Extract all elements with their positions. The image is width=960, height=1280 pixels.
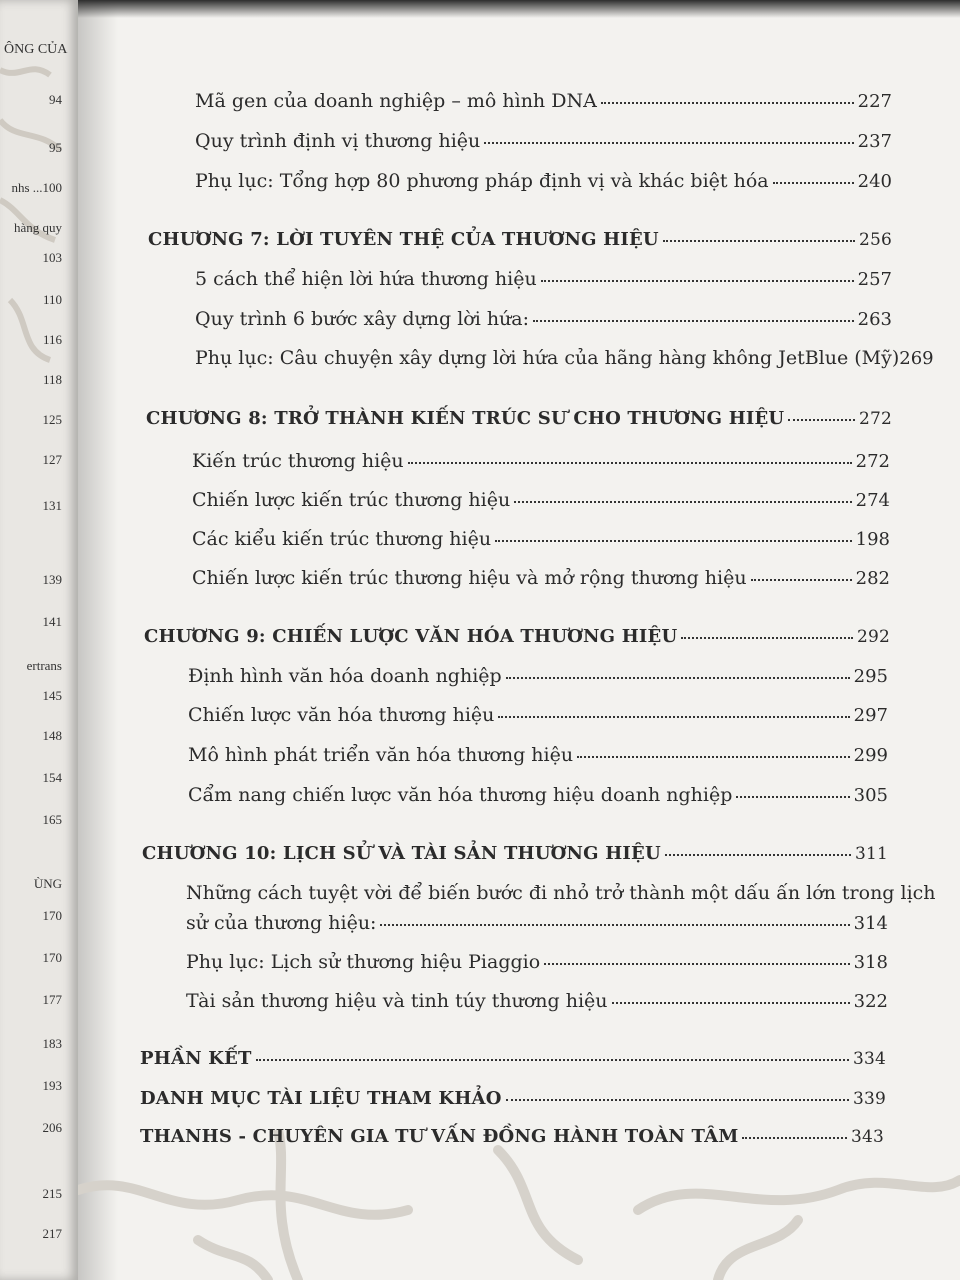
left-page-page-number: 110 bbox=[42, 292, 62, 307]
toc-page-number: 343 bbox=[850, 1127, 884, 1147]
leader-dots bbox=[665, 853, 851, 856]
left-page-page-number: 125 bbox=[42, 412, 62, 427]
left-page-page-number: ertrans bbox=[26, 658, 62, 673]
toc-page-number: 299 bbox=[853, 745, 888, 766]
toc-section-entry bbox=[192, 528, 890, 550]
leader-dots bbox=[495, 539, 852, 542]
toc-section-entry bbox=[192, 489, 890, 511]
leader-dots bbox=[498, 715, 849, 718]
toc-entry-title: Cẩm nang chiến lược văn hóa thương hiệu doanh nghiệp bbox=[188, 784, 733, 806]
toc-page-number: 257 bbox=[857, 269, 892, 290]
toc-chapter-entry bbox=[140, 1088, 886, 1109]
toc-section-entry bbox=[186, 912, 888, 934]
toc-entry-title: Mô hình phát triển văn hóa thương hiệu bbox=[188, 744, 574, 766]
leader-dots bbox=[256, 1058, 849, 1061]
left-page-page-number: 116 bbox=[42, 332, 62, 347]
toc-section-entry bbox=[195, 130, 892, 152]
toc-section-entry bbox=[192, 567, 890, 589]
leader-dots bbox=[788, 418, 855, 421]
left-page-heading-fragment: ÔNG CỦA bbox=[4, 42, 68, 57]
left-page-page-number: 183 bbox=[42, 1036, 62, 1051]
left-page-page-number: 154 bbox=[42, 770, 62, 785]
left-page-page-number: 94 bbox=[49, 92, 62, 107]
left-page-page-number: 170 bbox=[42, 950, 62, 965]
leader-dots bbox=[773, 181, 854, 184]
toc-page-number: 311 bbox=[854, 844, 888, 864]
leader-dots bbox=[601, 101, 854, 104]
left-page-page-number: 170 bbox=[42, 908, 62, 923]
toc-chapter-entry bbox=[146, 408, 892, 429]
toc-page-number: 227 bbox=[857, 91, 892, 112]
toc-entry-title: Chiến lược văn hóa thương hiệu bbox=[188, 704, 495, 726]
toc-chapter-entry bbox=[148, 229, 892, 250]
toc-page-number: 272 bbox=[855, 451, 890, 472]
toc-entry-title: Những cách tuyệt vời để biến bước đi nhỏ trở thành một dấu ấn lớn trong lịch bbox=[186, 882, 936, 904]
left-page-page-number: 217 bbox=[42, 1226, 62, 1241]
toc-section-entry bbox=[192, 450, 890, 472]
toc-entry-title: THANHS - CHUYÊN GIA TƯ VẤN ĐỒNG HÀNH TOÀN TÂM bbox=[140, 1126, 739, 1147]
toc-entry-title: Phụ lục: Tổng hợp 80 phương pháp định vị và khác biệt hóa bbox=[195, 170, 769, 192]
toc-entry-title: Chiến lược kiến trúc thương hiệu bbox=[192, 489, 511, 511]
left-page-page-number: 131 bbox=[42, 498, 62, 513]
toc-entry-title: Kiến trúc thương hiệu bbox=[192, 450, 404, 472]
toc-entry-title: Các kiểu kiến trúc thương hiệu bbox=[192, 528, 492, 550]
toc-entry-title: Phụ lục: Câu chuyện xây dựng lời hứa của hãng hàng không JetBlue (Mỹ) bbox=[195, 347, 900, 369]
toc-page-number: 272 bbox=[858, 409, 892, 429]
toc-entry-title: Tài sản thương hiệu và tinh túy thương hiệu bbox=[186, 990, 608, 1012]
left-page-page-number: 139 bbox=[42, 572, 62, 587]
leader-dots bbox=[742, 1136, 846, 1139]
toc-page-number: 292 bbox=[856, 627, 890, 647]
toc-entry-title: Chiến lược kiến trúc thương hiệu và mở rộng thương hiệu bbox=[192, 567, 747, 589]
toc-section-entry bbox=[186, 882, 936, 904]
toc-page-number: 322 bbox=[853, 991, 888, 1012]
toc-entry-title: Quy trình 6 bước xây dựng lời hứa: bbox=[195, 308, 530, 330]
previous-page-strip bbox=[0, 0, 78, 1280]
left-page-page-number: 165 bbox=[42, 812, 62, 827]
leader-dots bbox=[533, 319, 854, 322]
toc-page-number: 318 bbox=[853, 952, 888, 973]
toc-section-entry bbox=[188, 704, 888, 726]
toc-section-entry bbox=[195, 347, 934, 369]
toc-section-entry bbox=[195, 268, 892, 290]
toc-page-number: 240 bbox=[857, 171, 892, 192]
leader-dots bbox=[544, 962, 849, 965]
left-page-page-number: 127 bbox=[42, 452, 62, 467]
leader-dots bbox=[736, 795, 849, 798]
left-page-page-number: hàng quy bbox=[13, 220, 62, 235]
left-page-page-number: 145 bbox=[42, 688, 62, 703]
toc-chapter-entry bbox=[140, 1048, 886, 1069]
toc-entry-title: 5 cách thể hiện lời hứa thương hiệu bbox=[195, 268, 537, 290]
left-page-page-number: 148 bbox=[42, 728, 62, 743]
toc-section-entry bbox=[188, 744, 888, 766]
toc-page-number: 334 bbox=[852, 1049, 886, 1069]
leader-dots bbox=[541, 279, 854, 282]
toc-page-number: 274 bbox=[855, 490, 890, 511]
toc-chapter-entry bbox=[142, 843, 888, 864]
toc-section-entry bbox=[195, 308, 892, 330]
left-page-page-number: nhs ...100 bbox=[11, 180, 62, 195]
left-page-page-number: 103 bbox=[42, 250, 62, 265]
toc-section-entry bbox=[186, 990, 888, 1012]
toc-page-number: 282 bbox=[855, 568, 890, 589]
toc-entry-title: DANH MỤC TÀI LIỆU THAM KHẢO bbox=[140, 1088, 502, 1109]
toc-page-number: 297 bbox=[853, 705, 888, 726]
toc-section-entry bbox=[186, 951, 888, 973]
left-page-page-number: 193 bbox=[42, 1078, 62, 1093]
left-page-page-number: 206 bbox=[42, 1120, 62, 1135]
left-page-page-number: ÙNG bbox=[33, 876, 62, 891]
toc-entry-title: Định hình văn hóa doanh nghiệp bbox=[188, 665, 502, 687]
toc-entry-title: sử của thương hiệu: bbox=[186, 912, 377, 934]
toc-page-number: 198 bbox=[855, 529, 890, 550]
gutter-shadow bbox=[78, 0, 118, 1280]
toc-section-entry bbox=[195, 170, 892, 192]
leader-dots bbox=[577, 755, 850, 758]
page-top-shadow bbox=[78, 0, 960, 18]
toc-page-number: 314 bbox=[853, 913, 888, 934]
toc-chapter-entry bbox=[144, 626, 890, 647]
toc-entry-title: CHƯƠNG 7: LỜI TUYÊN THỆ CỦA THƯƠNG HIỆU bbox=[148, 229, 659, 250]
toc-page-number: 269 bbox=[899, 348, 934, 369]
toc-page-number: 305 bbox=[853, 785, 888, 806]
left-page-page-number: 215 bbox=[42, 1186, 62, 1201]
toc-section-entry bbox=[195, 90, 892, 112]
toc-entry-title: CHƯƠNG 10: LỊCH SỬ VÀ TÀI SẢN THƯƠNG HIỆU bbox=[142, 843, 661, 864]
leader-dots bbox=[514, 500, 851, 503]
left-page-page-number: 177 bbox=[42, 992, 62, 1007]
leader-dots bbox=[612, 1001, 850, 1004]
leader-dots bbox=[484, 141, 853, 144]
leader-dots bbox=[663, 239, 855, 242]
left-page-page-number: 141 bbox=[42, 614, 62, 629]
crackle-texture bbox=[78, 1130, 960, 1280]
leader-dots bbox=[380, 923, 849, 926]
leader-dots bbox=[506, 676, 850, 679]
toc-section-entry bbox=[188, 784, 888, 806]
toc-entry-title: Mã gen của doanh nghiệp – mô hình DNA bbox=[195, 90, 597, 112]
leader-dots bbox=[681, 636, 853, 639]
left-page-page-number: 118 bbox=[42, 372, 62, 387]
left-page-page-number: 95 bbox=[49, 140, 62, 155]
toc-page-number: 339 bbox=[852, 1089, 886, 1109]
toc-entry-title: CHƯƠNG 8: TRỞ THÀNH KIẾN TRÚC SƯ CHO THƯƠNG HIỆU bbox=[146, 408, 785, 429]
toc-entry-title: Quy trình định vị thương hiệu bbox=[195, 130, 481, 152]
toc-entry-title: PHẦN KẾT bbox=[140, 1048, 252, 1069]
toc-chapter-entry bbox=[140, 1126, 884, 1147]
toc-page-number: 295 bbox=[853, 666, 888, 687]
leader-dots bbox=[751, 578, 852, 581]
toc-page-number: 237 bbox=[857, 131, 892, 152]
leader-dots bbox=[506, 1098, 849, 1101]
toc-entry-title: Phụ lục: Lịch sử thương hiệu Piaggio bbox=[186, 951, 541, 973]
toc-entry-title: CHƯƠNG 9: CHIẾN LƯỢC VĂN HÓA THƯƠNG HIỆU bbox=[144, 626, 678, 647]
toc-page-number: 263 bbox=[857, 309, 892, 330]
toc-page-number: 256 bbox=[858, 230, 892, 250]
leader-dots bbox=[408, 461, 852, 464]
toc-section-entry bbox=[188, 665, 888, 687]
